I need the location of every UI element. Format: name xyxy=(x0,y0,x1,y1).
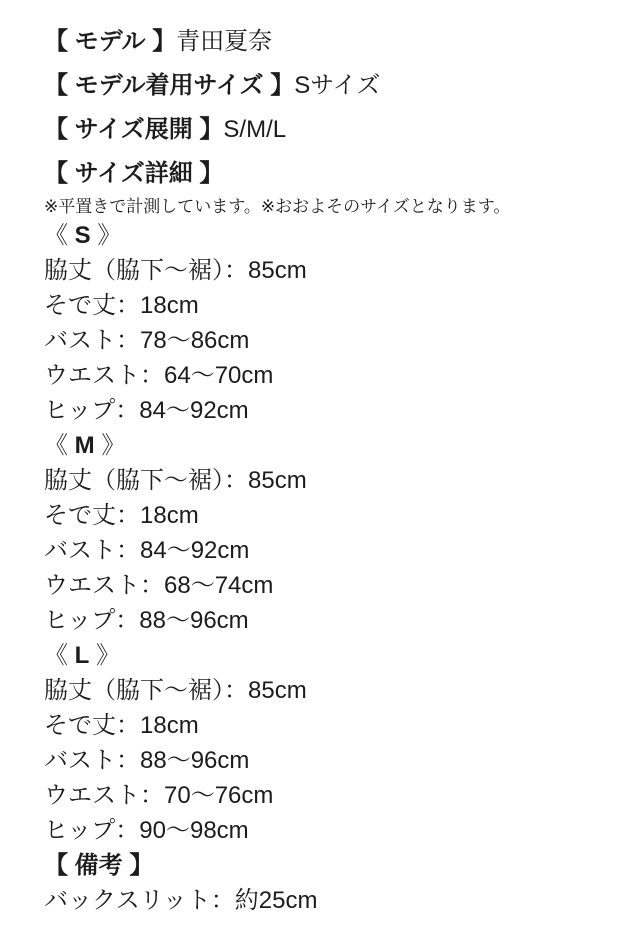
size-row-waist: ウエスト：68〜74cm xyxy=(44,572,274,599)
remarks-heading: 【 備考 】 xyxy=(44,852,154,879)
size-row-bust: バスト：88〜96cm xyxy=(44,747,250,774)
size-s-heading xyxy=(44,218,610,253)
size-detail-label: 【 サイズ詳細 】 xyxy=(44,160,224,187)
model-value: 青田夏奈 xyxy=(176,28,273,55)
size-row-waist: ウエスト：64〜70cm xyxy=(44,362,274,389)
size-row-side-length: 脇丈（脇下〜裾）：85cm xyxy=(44,677,307,704)
size-range-line xyxy=(44,108,610,152)
size-m-heading xyxy=(44,428,610,463)
model-wearing-size-value: Sサイズ xyxy=(294,72,381,99)
size-range-label: 【 サイズ展開 】 xyxy=(44,116,224,143)
bracket-open: 《 xyxy=(44,432,75,459)
size-detail-heading xyxy=(44,152,610,196)
bracket-open: 《 xyxy=(44,642,75,669)
bracket-close: 》 xyxy=(94,432,126,459)
model-line xyxy=(44,20,610,64)
model-label: 【 モデル 】 xyxy=(44,28,177,55)
size-l-heading xyxy=(44,638,610,673)
bracket-close: 》 xyxy=(89,642,121,669)
measurement-note: ※平置きで計測しています。※おおよそのサイズとなります。 xyxy=(44,197,511,216)
size-row-sleeve-length: そで丈：18cm xyxy=(44,712,199,739)
model-wearing-size-label: 【 モデル着用サイズ 】 xyxy=(44,72,295,99)
size-row-hip: ヒップ：90〜98cm xyxy=(44,817,249,844)
size-row-bust: バスト：84〜92cm xyxy=(44,537,250,564)
size-row-sleeve-length: そで丈：18cm xyxy=(44,292,199,319)
size-row-hip: ヒップ：84〜92cm xyxy=(44,397,249,424)
size-row-sleeve-length: そで丈：18cm xyxy=(44,502,199,529)
size-letter: L xyxy=(74,642,90,669)
size-row-waist: ウエスト：70〜76cm xyxy=(44,782,274,809)
bracket-open: 《 xyxy=(44,222,75,249)
bracket-close: 》 xyxy=(90,222,122,249)
size-row-side-length: 脇丈（脇下〜裾）：85cm xyxy=(44,257,307,284)
size-letter: M xyxy=(74,432,95,459)
size-row-side-length: 脇丈（脇下〜裾）：85cm xyxy=(44,467,307,494)
size-row-hip: ヒップ：88〜96cm xyxy=(44,607,249,634)
size-range-value: S/M/L xyxy=(223,116,287,143)
size-row-bust: バスト：78〜86cm xyxy=(44,327,250,354)
size-letter: S xyxy=(74,222,91,249)
model-wearing-size-line xyxy=(44,64,610,108)
remarks-row-back-slit: バックスリット：約25cm xyxy=(44,887,318,914)
